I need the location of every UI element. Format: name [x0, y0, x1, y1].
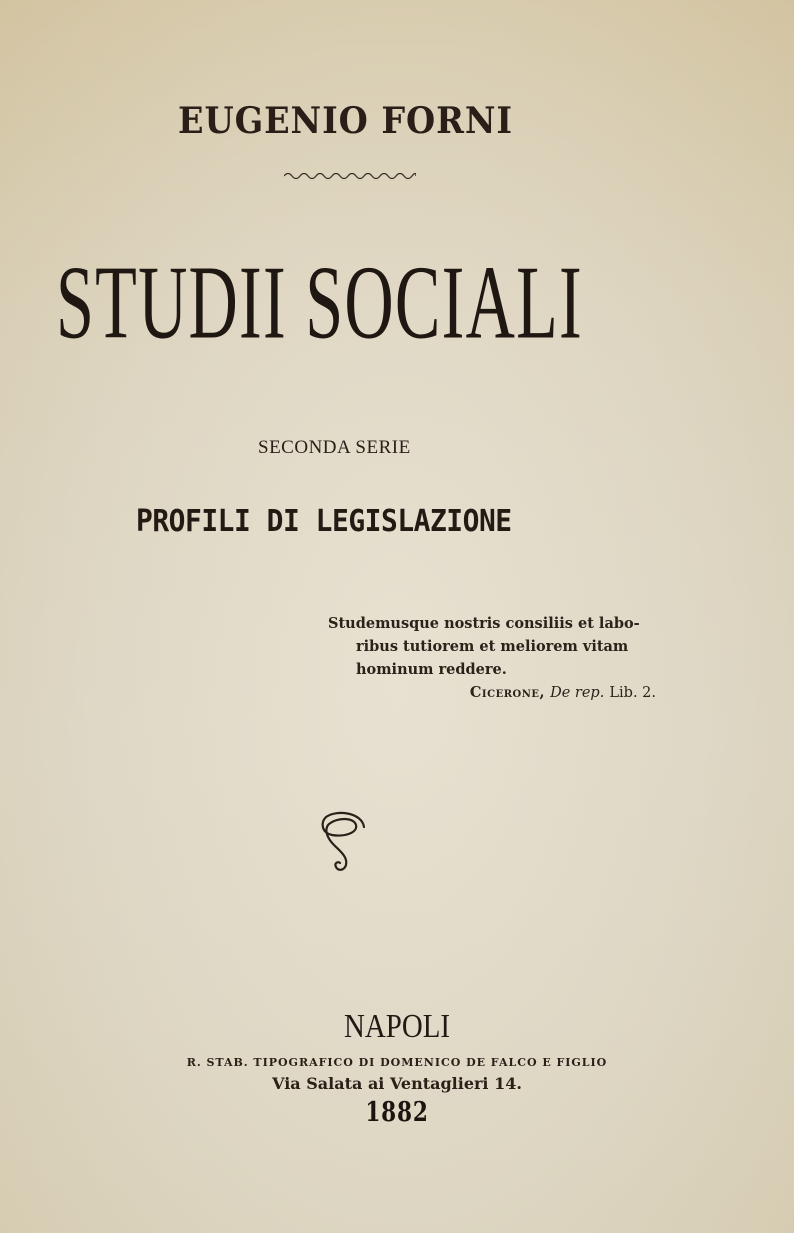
citation-author: Cicerone, — [469, 684, 546, 701]
author-name: EUGENIO FORNI — [178, 100, 514, 142]
book-title: STUDII SOCIALI — [56, 244, 583, 361]
epigraph-line: ribus tutiorem et meliorem vitam — [356, 638, 629, 655]
wavy-rule-ornament — [284, 170, 416, 182]
book-subtitle: PROFILI DI LEGISLAZIONE — [136, 504, 512, 539]
epigraph-line: Studemusque nostris consiliis et labo- — [328, 615, 640, 632]
imprint-printer: R. STAB. TIPOGRAFICO DI DOMENICO DE FALCO E FIGLIO — [186, 1055, 608, 1069]
epigraph — [328, 612, 658, 705]
epigraph-line: hominum reddere. — [356, 661, 507, 678]
citation-locus: Lib. 2. — [609, 685, 656, 701]
citation-work: De rep. — [550, 685, 605, 701]
imprint-address: Via Salata ai Ventaglieri 14. — [272, 1074, 522, 1093]
series-label: SECONDA SERIE — [258, 437, 411, 458]
epigraph-citation — [328, 681, 658, 705]
fleuron-spiral-icon — [318, 805, 378, 875]
imprint-year: 1882 — [365, 1097, 429, 1128]
imprint-city: NAPOLI — [344, 1008, 450, 1045]
